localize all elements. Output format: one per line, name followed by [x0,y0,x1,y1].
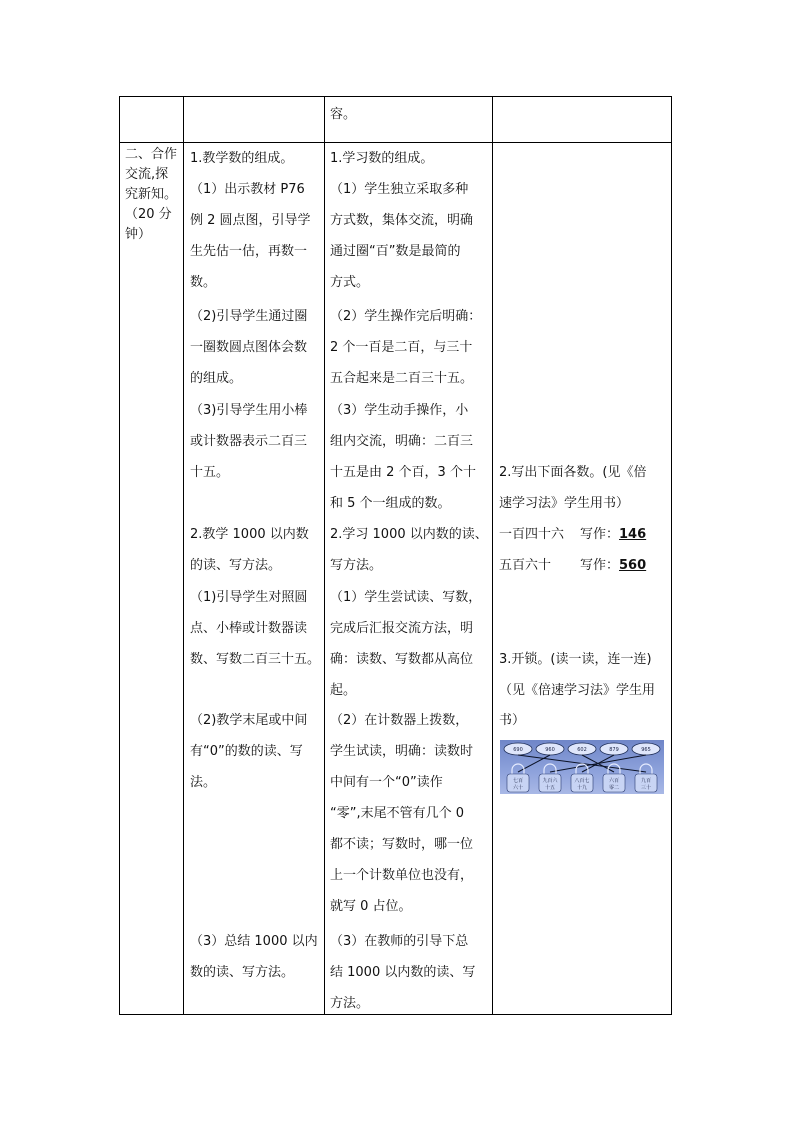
student-line: 五合起来是二百三十五。 [330,371,474,386]
lock-label: 七百 [512,778,524,784]
teacher-line: 生先估一估，再数一 [190,244,308,259]
student-heading: 2.学习 1000 以内数的读、 [330,527,488,542]
number-bubbles [504,743,660,755]
student-line: 方式数，集体交流，明确 [330,213,474,228]
student-line: 确：读数、写数都从高位 [330,652,474,667]
student-line: 结 1000 以内数的读、写 [330,965,476,980]
student-line: 2 个一百是二百，与三十 [330,340,473,355]
teacher-line: 例 2 圆点图，引导学 [190,213,311,228]
teacher-line: 十五。 [190,465,230,480]
exercise-heading: 2.写出下面各数。(见《倍 [499,465,647,480]
answer-value: 146 [619,527,647,542]
top-row-text: 容。 [330,107,357,122]
stage-line: 究新知。 [125,187,178,202]
bubble-number: 879 [609,747,619,753]
exercise-heading: 3.开锁。(读一读，连一连) [499,652,652,667]
teacher-line: 数。 [190,275,217,290]
lock-label: 八百七 [574,778,590,784]
teacher-line: 一圈数圆点图体会数 [190,340,308,355]
student-line: 学生试读，明确：读数时 [330,744,474,759]
teacher-line: 的组成。 [190,371,243,386]
bubble-number: 690 [513,747,523,753]
lock-shackle [544,764,556,774]
stage-line: （20 分 [125,207,172,222]
student-line: “零”,末尾不管有几个 0 [330,806,465,821]
student-line: （1）学生独立采取多种 [330,182,469,197]
teacher-line: 法。 [190,775,217,790]
student-line: 上一个计数单位也没有， [330,868,474,883]
teacher-line: 点、小棒或计数器读 [190,621,308,636]
student-line: （3）在教师的引导下总 [330,934,469,949]
lesson-table [119,96,672,1015]
lock-shackle [576,764,588,774]
bubble-number: 960 [545,747,555,753]
lock-shackle [512,764,524,774]
teacher-line: 有“0”的数的读、写 [190,744,303,759]
lock-label: 九百 [640,778,652,784]
stage-line: 钟） [125,227,152,242]
lock-label: 十九 [576,785,588,791]
exercise-heading: （见《倍速学习法》学生用 [499,683,656,698]
lock-label: 九百六 [542,778,558,784]
bubble-number: 602 [577,747,587,753]
teacher-line: （3）总结 1000 以内 [190,934,318,949]
student-line: 十五是由 2 个百，3 个十 [330,465,476,480]
bubble-number: 965 [641,747,651,753]
answer-row [499,556,551,576]
teacher-line: （3)引导学生用小棒 [190,403,308,418]
teacher-heading: 1.教学数的组成。 [190,151,294,166]
student-line: （1）学生尝试读、写数， [330,590,482,605]
answer-value: 560 [619,558,647,573]
table-divider [324,97,325,1014]
student-line: 中间有一个“0”读作 [330,775,443,790]
lock-matching-illustration [500,740,664,794]
teacher-line: 数、写数二百三十五。 [190,652,321,667]
answer-row [499,525,564,545]
student-heading: 1.学习数的组成。 [330,151,434,166]
lock-shackle [608,764,620,774]
lock-label: 零二 [608,785,620,791]
stage-line: 二、合作 [125,147,178,162]
teacher-line: 数的读、写方法。 [190,965,295,980]
lock-label: 六十 [512,785,524,791]
teacher-line: （2)引导学生通过圈 [190,309,308,324]
teacher-line: （1)引导学生对照圆 [190,590,308,605]
lock-shackle [640,764,652,774]
write-label: 写作： [580,527,620,542]
student-line: 完成后汇报交流方法，明 [330,621,474,636]
student-line: 就写 0 占位。 [330,899,412,914]
matching-line [550,755,646,772]
number-word: 五百六十 [499,558,552,573]
lock-matching-photo [500,740,664,794]
exercise-heading: 书） [499,713,526,728]
teacher-line: （1）出示教材 P76 [190,182,305,197]
student-line: （3）学生动手操作，小 [330,403,469,418]
lock-label: 三十 [640,785,652,791]
teacher-heading: 2.教学 1000 以内数 [190,527,309,542]
stage-line: 交流,探 [125,167,169,182]
student-line: 方法。 [330,996,370,1011]
write-label: 写作： [580,558,620,573]
table-divider [120,142,671,143]
student-line: 方式。 [330,275,370,290]
student-line: 起。 [330,683,357,698]
exercise-heading: 速学习法》学生用书） [499,496,630,511]
table-divider [492,97,493,1014]
answer-row [580,556,646,576]
number-word: 一百四十六 [499,527,565,542]
lock-label: 十五 [544,785,556,791]
teacher-line: （2)教学末尾或中间 [190,713,308,728]
student-line: 和 5 个一组成的数。 [330,496,451,511]
teacher-heading: 的读、写方法。 [190,558,282,573]
student-line: 通过圈“百”数是最简的 [330,244,461,259]
student-line: 组内交流，明确：二百三 [330,434,474,449]
student-line: 都不读；写数时，哪一位 [330,837,474,852]
student-heading: 写方法。 [330,558,383,573]
answer-row [580,525,646,545]
table-divider [183,97,184,1014]
teacher-line: 或计数器表示二百三 [190,434,308,449]
student-line: （2）学生操作完后明确： [330,309,482,324]
lock-label: 六百 [608,778,620,784]
student-line: （2）在计数器上拨数， [330,713,469,728]
